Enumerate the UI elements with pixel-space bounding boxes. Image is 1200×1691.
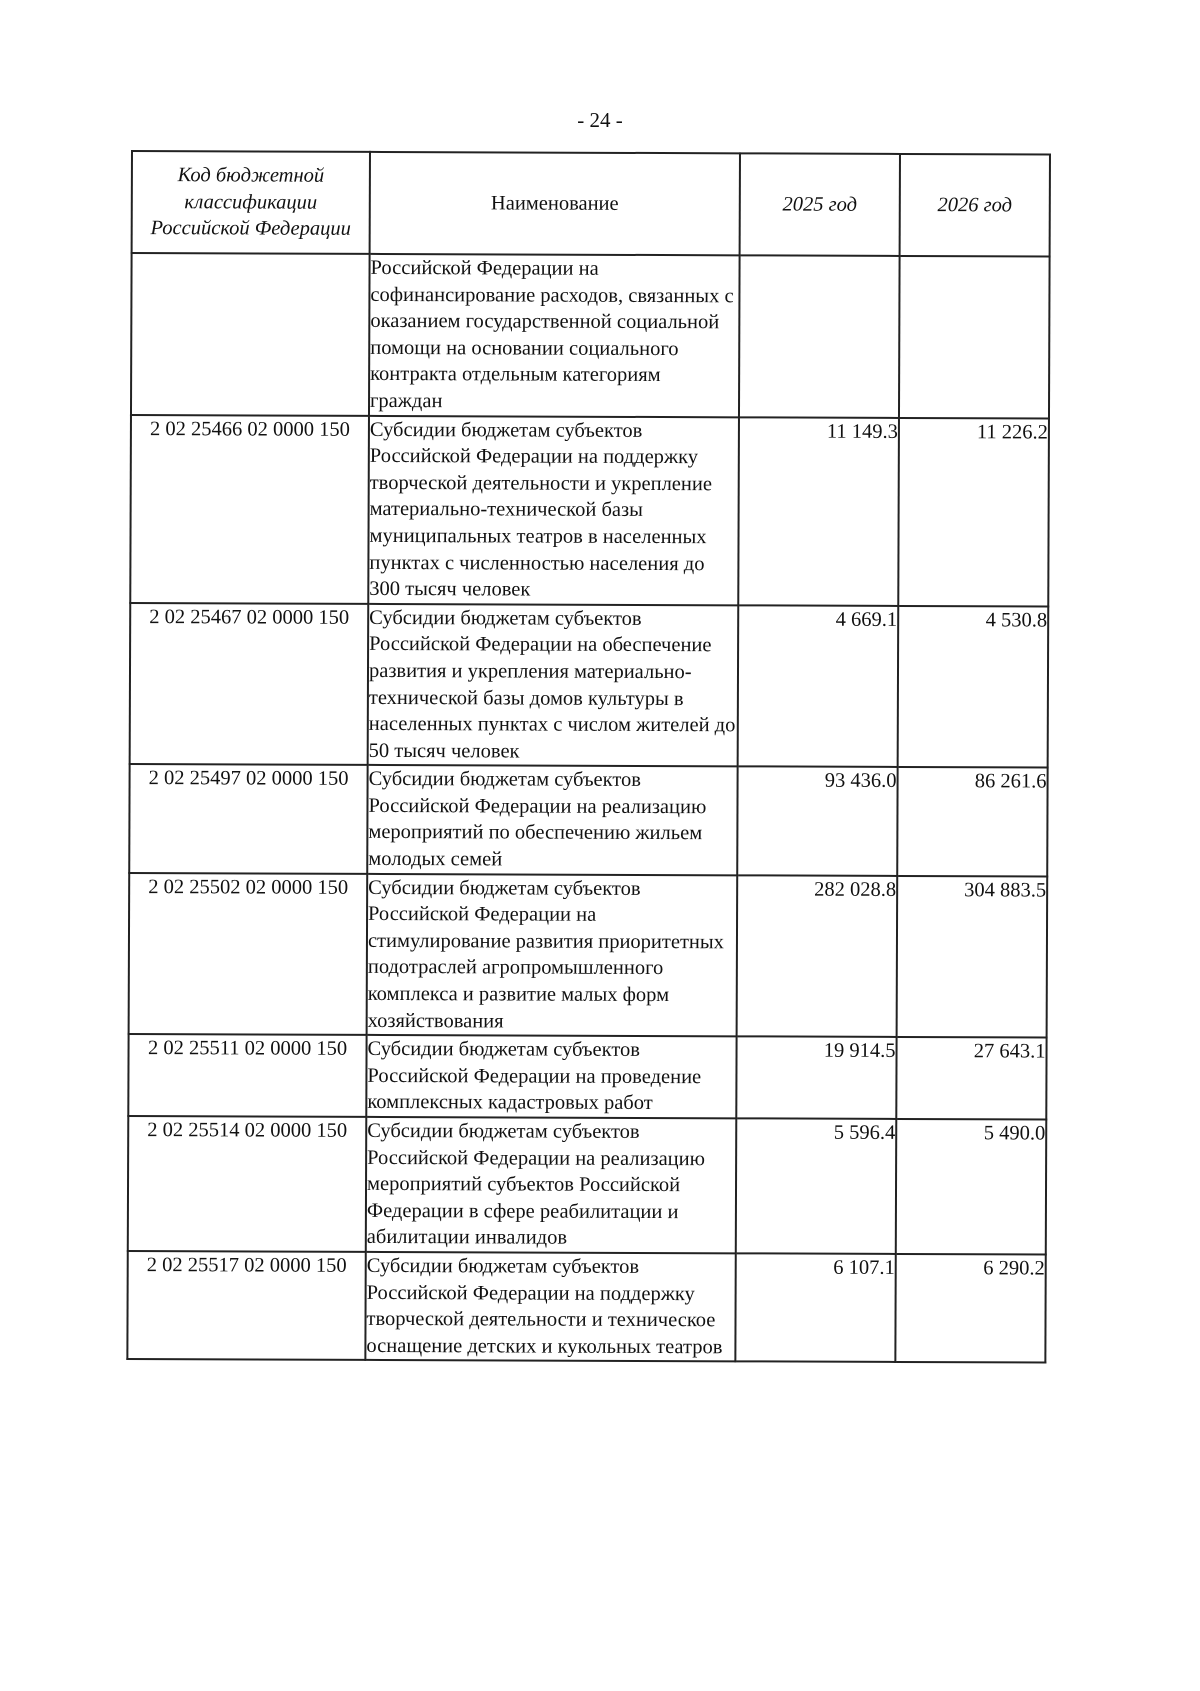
table-row	[128, 1034, 1046, 1119]
row-name: Субсидии бюджетам субъектов Российской Федерации на обеспечение развития и укрепления материально-технической базы домов культуры в населенных пунктах с числом жителей до 50 тысяч человек	[368, 604, 739, 767]
header-name: Наименование	[370, 152, 740, 255]
row-value-2025: 19 914.5	[736, 1037, 896, 1119]
table-row	[130, 415, 1049, 607]
row-value-2026: 86 261.6	[897, 767, 1047, 876]
row-code: 2 02 25497 02 0000 150	[129, 764, 367, 873]
row-value-2026	[899, 256, 1050, 418]
table-row	[130, 603, 1049, 768]
row-code: 2 02 25466 02 0000 150	[130, 415, 369, 604]
row-value-2026: 304 883.5	[897, 876, 1048, 1038]
row-name: Субсидии бюджетам субъектов Российской Федерации на проведение комплексных кадастровых работ	[366, 1035, 736, 1118]
row-value-2026: 4 530.8	[898, 606, 1049, 768]
row-value-2026: 11 226.2	[898, 418, 1049, 607]
row-name: Субсидии бюджетам субъектов Российской Федерации на стимулирование развития приоритетных подотраслей агропромышленного комплекса и развитие малых форм хозяйствования	[367, 874, 738, 1037]
row-value-2026: 27 643.1	[896, 1037, 1046, 1119]
row-name: Субсидии бюджетам субъектов Российской Федерации на реализацию мероприятий по обеспечению жильем молодых семей	[367, 765, 737, 875]
row-code: 2 02 25467 02 0000 150	[130, 603, 369, 765]
row-code: 2 02 25514 02 0000 150	[128, 1116, 367, 1252]
row-value-2025: 11 149.3	[738, 417, 899, 606]
table-row	[129, 873, 1048, 1038]
row-name: Субсидии бюджетам субъектов Российской Федерации на реализацию мероприятий субъектов Российской Федерации в сфере реабилитации и абилитации инвалидов	[366, 1117, 737, 1253]
table-header-row	[132, 151, 1050, 257]
table-row	[131, 253, 1050, 418]
header-2025: 2025 год	[740, 153, 900, 256]
row-name: Российской Федерации на софинансирование расходов, связанных с оказанием государственной социальной помощи на основании социального контракта отдельным категориям граждан	[369, 254, 740, 417]
page-number: - 24 -	[577, 108, 623, 132]
row-value-2026: 5 490.0	[896, 1119, 1047, 1255]
table-row	[129, 764, 1047, 876]
header-2026: 2026 год	[900, 154, 1050, 257]
row-value-2025: 93 436.0	[737, 767, 897, 876]
table-row	[128, 1116, 1047, 1254]
row-value-2026: 6 290.2	[895, 1254, 1045, 1363]
row-value-2025: 282 028.8	[737, 875, 898, 1037]
header-code: Код бюджетной классификации Российской Федерации	[132, 151, 370, 254]
row-value-2025	[739, 255, 900, 417]
row-value-2025: 5 596.4	[736, 1118, 897, 1254]
row-code: 2 02 25517 02 0000 150	[127, 1251, 365, 1360]
row-name: Субсидии бюджетам субъектов Российской Федерации на поддержку творческой деятельности и техническое оснащение детских и кукольных театров	[365, 1252, 735, 1362]
row-code: 2 02 25502 02 0000 150	[129, 873, 368, 1035]
row-name: Субсидии бюджетам субъектов Российской Федерации на поддержку творческой деятельности и укрепление материально-технической базы муниципальных театров в населенных пунктах с численностью населения до 300 тысяч человек	[368, 415, 739, 605]
row-value-2025: 6 107.1	[735, 1253, 895, 1362]
table-row	[127, 1251, 1045, 1363]
budget-table	[126, 150, 1051, 1364]
row-code	[131, 253, 370, 415]
row-value-2025: 4 669.1	[738, 605, 899, 767]
row-code: 2 02 25511 02 0000 150	[128, 1034, 366, 1117]
